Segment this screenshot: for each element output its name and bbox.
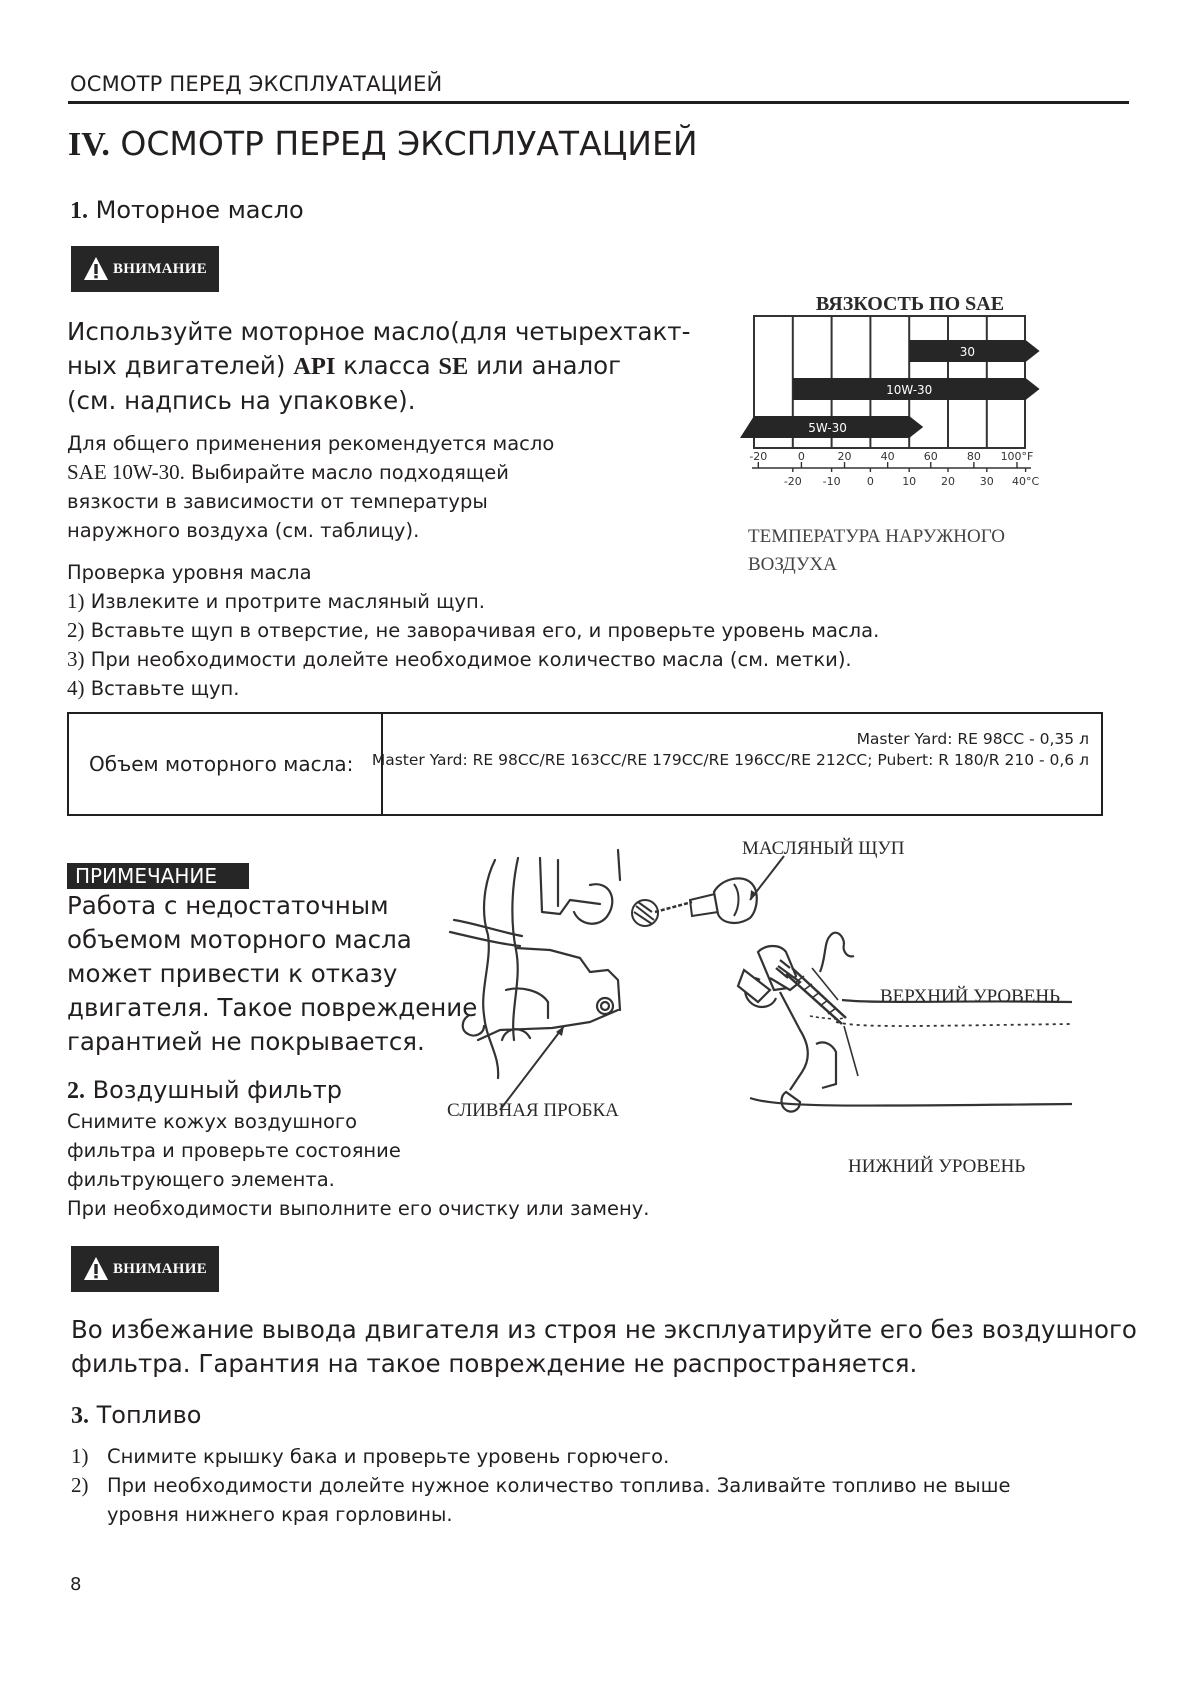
running-header: ОСМОТР ПЕРЕД ЭКСПЛУАТАЦИЕЙ [70,72,443,96]
chart-caption-line: ТЕМПЕРАТУРА НАРУЖНОГО [748,526,1005,547]
oil-intro-text: ных двигателей) [67,351,294,380]
dipstick-drawing [655,878,757,923]
air-filter-line: фильтрующего элемента. [67,1168,335,1191]
note-line: объемом моторного масла [67,925,412,954]
section-oil-number: 1. [70,198,88,224]
step-text: Снимите крышку бака и проверьте уровень горючего. [107,1445,670,1468]
list-item [67,645,879,674]
fahrenheit-tick-label: 40 [880,450,895,463]
oil-volume-label: Объем моторного масла: [89,752,354,776]
step-number: 4) [67,676,85,700]
celsius-tick-label: 30 [979,475,994,488]
oil-volume-table [67,712,1103,816]
celsius-tick-label: 0 [866,475,874,488]
section-oil-heading [70,196,304,225]
dipstick-label: МАСЛЯНЫЙ ЩУП [742,838,905,859]
drain-plug-label: СЛИВНАЯ ПРОБКА [447,1100,619,1121]
lower-level-label: НИЖНИЙ УРОВЕНЬ [848,1156,1026,1177]
warning-icon [83,1256,109,1282]
warning-icon [83,256,109,282]
fuel-steps [71,1442,1010,1529]
note-line: гарантией не покрывается. [67,1027,425,1056]
step-number: 3) [67,647,85,671]
air-filter-text [67,1107,649,1223]
oil-rec-line: вязкости в зависимости от температуры [67,490,488,513]
se-label: SE [438,353,469,380]
note-line: двигателя. Такое повреждение [67,993,478,1022]
note-line: Работа с недостаточным [67,891,389,920]
note-badge: ПРИМЕЧАНИЕ [67,863,249,889]
header-rule [68,101,1129,104]
list-item [67,587,879,616]
list-item [71,1442,1010,1471]
note-line: может привести к отказу [67,959,398,988]
celsius-tick-label: -20 [783,475,802,488]
fahrenheit-tick-label: -20 [749,450,768,463]
step-number: 1) [71,1444,89,1468]
viscosity-bar-label: 10W-30 [886,383,933,397]
oil-intro [67,315,690,418]
oil-volume-value: Master Yard: RE 98CC - 0,35 л [856,730,1089,748]
celsius-axis [784,468,1040,488]
oil-intro-text: или аналог [468,351,622,380]
page-title [68,124,698,164]
section-fuel-heading [71,1401,201,1430]
section-air-title: Воздушный фильтр [92,1076,342,1104]
chart-title: ВЯЗКОСТЬ ПО SAE [815,293,1005,315]
viscosity-bar-label: 5W-30 [808,421,847,435]
celsius-tick-label: 40°C [1012,475,1040,488]
section-air-heading [67,1076,342,1105]
page-title-number: IV. [68,126,110,163]
warning-badge [71,1246,219,1292]
api-label: API [293,353,336,380]
fahrenheit-tick-label: 60 [923,450,938,463]
page-number: 8 [70,1574,82,1595]
sae-grade: SAE 10W-30. [67,460,185,484]
chart-bars [740,340,1040,438]
note-text [67,889,477,1059]
celsius-tick-label: 20 [941,475,955,488]
oil-rec-text: Выбирайте масло подходящей [184,461,509,484]
oil-intro-line: (см. надпись на упаковке). [67,386,416,415]
oil-intro-text: класса [335,351,439,380]
level-detail [738,933,1072,1112]
filler-port [632,900,658,926]
step-number: 2) [71,1473,89,1497]
step-text: При необходимости долейте необходимое количество масла (см. метки). [90,648,852,671]
warning-badge-label: ВНИМАНИЕ [112,1260,208,1277]
oil-volume-value: Master Yard: RE 98CC/RE 163CC/RE 179CC/RE 196CC/RE 212CC; Pubert: R 180/R 210 - 0,6 л [371,751,1089,769]
step-number: 2) [67,618,85,642]
chart-caption-line: ВОЗДУХА [748,554,837,575]
list-item [67,616,879,645]
section-fuel-number: 3. [71,1403,89,1429]
section-air-number: 2. [67,1078,85,1104]
oil-recommendation [67,429,554,545]
list-item [67,674,879,703]
section-fuel-title: Топливо [96,1401,202,1429]
list-item [71,1471,1010,1529]
step-text: Вставьте щуп. [90,677,240,700]
air-warning-line: Во избежание вывода двигателя из строя не эксплуатируйте его без воздушного [71,1315,1137,1344]
step-number: 1) [67,589,85,613]
air-filter-line: Снимите кожух воздушного [67,1110,358,1133]
fahrenheit-tick-label: 100°F [1000,450,1034,463]
warning-badge [71,246,219,292]
air-warning-line: фильтра. Гарантия на такое повреждение не распространяется. [71,1349,918,1378]
celsius-tick-label: -10 [822,475,841,488]
step-text: При необходимости долейте нужное количество топлива. Заливайте топливо не выше [107,1474,1011,1497]
viscosity-bar-label: 30 [959,345,976,359]
step-text: Извлеките и протрите масляный щуп. [90,590,485,613]
page-title-text: ОСМОТР ПЕРЕД ЭКСПЛУАТАЦИЕЙ [120,124,698,163]
oil-rec-line: Для общего применения рекомендуется масло [67,432,555,455]
oil-intro-line [67,349,690,384]
oil-rec-line [67,458,554,487]
section-oil-title: Моторное масло [95,196,304,224]
air-filter-line: При необходимости выполните его очистку или замену. [67,1197,650,1220]
lower-level-pointer [844,1026,858,1076]
fahrenheit-tick-label: 0 [797,450,805,463]
fahrenheit-axis [749,450,1033,468]
oil-rec-line: наружного воздуха (см. таблицу). [67,519,420,542]
drain-pointer [500,1026,564,1110]
upper-level-label: ВЕРХНИЙ УРОВЕНЬ [880,986,1061,1007]
oil-check-title: Проверка уровня масла [67,561,312,584]
oil-intro-line: Используйте моторное масло(для четырехтакт- [67,317,691,346]
celsius-tick-label: 10 [902,475,917,488]
air-filter-line: фильтра и проверьте состояние [67,1139,401,1162]
engine-drawing [450,850,620,1078]
air-filter-warning [71,1313,1137,1381]
fahrenheit-tick-label: 20 [837,450,852,463]
step-text: уровня нижнего края горловины. [107,1503,453,1526]
fahrenheit-tick-label: 80 [966,450,981,463]
warning-badge-label: ВНИМАНИЕ [112,260,208,277]
viscosity-chart [740,282,1080,582]
step-text: Вставьте щуп в отверстие, не заворачивая его, и проверьте уровень масла. [90,619,880,642]
